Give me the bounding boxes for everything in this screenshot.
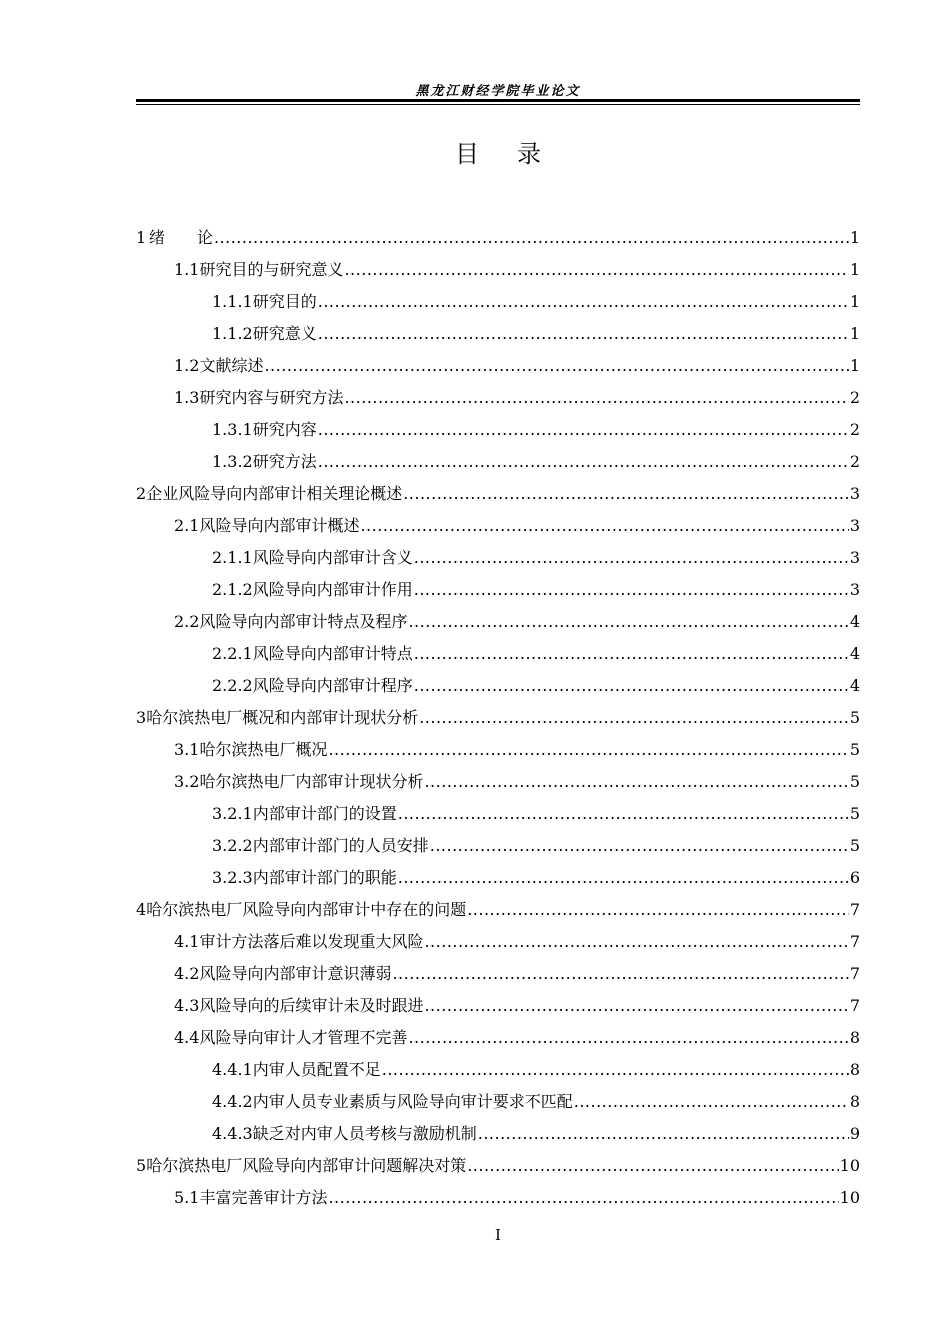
- toc-leader-dots: [398, 868, 849, 887]
- toc-leader-dots: [264, 356, 848, 375]
- toc-entry-number: 4.4: [174, 1028, 200, 1047]
- toc-entry[interactable]: [136, 513, 860, 545]
- toc-entry-label: 内审人员专业素质与风险导向审计要求不匹配: [252, 1092, 573, 1111]
- toc-entry-number: 1.1.2: [212, 324, 253, 343]
- toc-entry[interactable]: [136, 385, 860, 417]
- toc-entry[interactable]: [136, 1025, 860, 1057]
- header-title: 黑龙江财经学院毕业论文: [415, 84, 581, 99]
- toc-entry-number: 2.1: [174, 516, 200, 535]
- toc-leader-dots: [467, 1156, 838, 1175]
- toc-leader-dots: [318, 324, 849, 343]
- toc-entry-label: 研究方法: [252, 452, 317, 471]
- toc-entry-number: 1.3: [174, 388, 200, 407]
- toc-entry-page: 5: [849, 740, 860, 759]
- toc-entry[interactable]: [136, 705, 860, 737]
- toc-entry[interactable]: [136, 577, 860, 609]
- toc-entry-number: 1.1.1: [212, 292, 253, 311]
- toc-entry-page: 1: [849, 228, 860, 247]
- toc-entry-number: 3.2.3: [212, 868, 253, 887]
- toc-entry-page: 4: [849, 676, 860, 695]
- toc-entry-page: 3: [849, 580, 860, 599]
- toc-entry-page: 9: [849, 1124, 860, 1143]
- toc-entry[interactable]: [136, 449, 860, 481]
- toc-entry-label: 文献综述: [199, 356, 264, 375]
- toc-entry-number: 4.4.1: [212, 1060, 253, 1079]
- toc-entry-page: 10: [839, 1156, 860, 1175]
- toc-entry-label: 哈尔滨热电厂概况: [199, 740, 328, 759]
- toc-entry-label: 研究内容与研究方法: [199, 388, 344, 407]
- toc-entry-label: 内部审计部门的人员安排: [252, 836, 429, 855]
- toc-leader-dots: [414, 644, 849, 663]
- toc-entry-page: 3: [849, 548, 860, 567]
- toc-entry-number: 4.3: [174, 996, 200, 1015]
- toc-entry-label: 缺乏对内审人员考核与激励机制: [252, 1124, 477, 1143]
- toc-entry-page: 8: [849, 1028, 860, 1047]
- toc-entry[interactable]: [136, 865, 860, 897]
- toc-entry-page: 5: [849, 708, 860, 727]
- toc-entry-label: 哈尔滨热电厂风险导向内部审计中存在的问题: [146, 900, 467, 919]
- toc-entry-label: 风险导向内部审计特点及程序: [199, 612, 408, 631]
- toc-leader-dots: [424, 996, 848, 1015]
- toc-entry-number: 3: [136, 708, 147, 727]
- toc-entry-number: 4.2: [174, 964, 200, 983]
- toc-entry-page: 8: [849, 1092, 860, 1111]
- toc-entry[interactable]: [136, 1089, 860, 1121]
- toc-entry-page: 7: [849, 932, 860, 951]
- toc-leader-dots: [318, 452, 849, 471]
- toc-entry-number: 2: [136, 484, 147, 503]
- toc-entry-number: 1.3.1: [212, 420, 253, 439]
- toc-leader-dots: [414, 676, 849, 695]
- toc-entry-page: 8: [849, 1060, 860, 1079]
- toc-entry[interactable]: [136, 289, 860, 321]
- toc-entry[interactable]: [136, 545, 860, 577]
- toc-entry[interactable]: [136, 609, 860, 641]
- toc-entry-label: 风险导向内部审计特点: [252, 644, 413, 663]
- toc-leader-dots: [467, 900, 849, 919]
- toc-entry-page: 2: [849, 452, 860, 471]
- header-rule-thin: [136, 104, 860, 105]
- toc-entry-number: 1.2: [174, 356, 200, 375]
- toc-leader-dots: [424, 932, 848, 951]
- toc-entry-label: 风险导向内部审计程序: [252, 676, 413, 695]
- toc-entry-page: 3: [849, 516, 860, 535]
- toc-entry-label: 审计方法落后难以发现重大风险: [199, 932, 424, 951]
- toc-entry-number: 3.2.1: [212, 804, 253, 823]
- toc-entry-page: 4: [849, 644, 860, 663]
- toc-entry-label: 哈尔滨热电厂内部审计现状分析: [199, 772, 424, 791]
- toc-leader-dots: [408, 612, 848, 631]
- toc-entry-page: 7: [849, 996, 860, 1015]
- toc-leader-dots: [328, 1188, 838, 1207]
- toc-leader-dots: [478, 1124, 849, 1143]
- toc-leader-dots: [419, 708, 849, 727]
- toc-entry-label: 研究目的: [252, 292, 317, 311]
- toc-entry[interactable]: [136, 897, 860, 929]
- toc-entry-label: 哈尔滨热电厂概况和内部审计现状分析: [146, 708, 419, 727]
- toc-leader-dots: [318, 292, 849, 311]
- toc-entry-page: 3: [849, 484, 860, 503]
- toc-entry-number: 3.2.2: [212, 836, 253, 855]
- toc-leader-dots: [414, 580, 849, 599]
- toc-entry[interactable]: [136, 961, 860, 993]
- toc-entry-label: 绪 论: [148, 228, 213, 247]
- toc-leader-dots: [328, 740, 848, 759]
- toc-entry-number: 4.4.2: [212, 1092, 253, 1111]
- toc-title: 目录: [455, 140, 579, 168]
- toc-entry-page: 1: [849, 292, 860, 311]
- toc-leader-dots: [574, 1092, 849, 1111]
- toc-entry[interactable]: [136, 929, 860, 961]
- toc-entry-label: 风险导向内部审计意识薄弱: [199, 964, 392, 983]
- toc-entry[interactable]: [136, 1121, 860, 1153]
- toc-entry[interactable]: [136, 641, 860, 673]
- toc-entry-page: 1: [849, 356, 860, 375]
- toc-entry[interactable]: [136, 673, 860, 705]
- toc-entry-label: 风险导向审计人才管理不完善: [199, 1028, 408, 1047]
- toc-leader-dots: [403, 484, 849, 503]
- toc-entry[interactable]: [136, 833, 860, 865]
- toc-entry-page: 5: [849, 804, 860, 823]
- toc-entry-label: 研究内容: [252, 420, 317, 439]
- toc-entry-number: 1.3.2: [212, 452, 253, 471]
- toc-entry-number: 2.2.1: [212, 644, 253, 663]
- toc-leader-dots: [424, 772, 848, 791]
- toc-entry-number: 5.1: [174, 1188, 200, 1207]
- toc-entry[interactable]: [136, 417, 860, 449]
- toc-entry-page: 7: [849, 900, 860, 919]
- toc-entry-page: 5: [849, 772, 860, 791]
- toc-entry-page: 2: [849, 388, 860, 407]
- toc-leader-dots: [344, 388, 848, 407]
- toc-entry[interactable]: [136, 1153, 860, 1185]
- toc-entry-number: 4.4.3: [212, 1124, 253, 1143]
- toc-entry-label: 研究目的与研究意义: [199, 260, 344, 279]
- toc-entry-number: 3.1: [174, 740, 200, 759]
- toc-entry-label: 内部审计部门的设置: [252, 804, 397, 823]
- toc-entry[interactable]: [136, 321, 860, 353]
- toc-entry[interactable]: [136, 225, 860, 257]
- toc-entry-label: 研究意义: [252, 324, 317, 343]
- toc-entry-number: 2.2: [174, 612, 200, 631]
- toc-leader-dots: [398, 804, 849, 823]
- toc-entry-number: 1: [136, 228, 147, 247]
- toc-leader-dots: [382, 1060, 849, 1079]
- toc-entry-label: 企业风险导向内部审计相关理论概述: [146, 484, 403, 503]
- toc-entry-number: 4.1: [174, 932, 200, 951]
- toc-entry[interactable]: [136, 1185, 860, 1217]
- toc-leader-dots: [214, 228, 849, 247]
- toc-entry-number: 1.1: [174, 260, 200, 279]
- toc-leader-dots: [414, 548, 849, 567]
- toc-entry-number: 4: [136, 900, 147, 919]
- toc-entry-number: 3.2: [174, 772, 200, 791]
- toc-entry-page: 1: [849, 260, 860, 279]
- toc-entry-label: 丰富完善审计方法: [199, 1188, 328, 1207]
- toc-leader-dots: [344, 260, 848, 279]
- toc-entry-label: 内审人员配置不足: [252, 1060, 381, 1079]
- toc-entry[interactable]: [136, 481, 860, 513]
- toc-leader-dots: [360, 516, 848, 535]
- toc-entry-page: 2: [849, 420, 860, 439]
- toc-entry[interactable]: [136, 257, 860, 289]
- toc-leader-dots: [430, 836, 849, 855]
- toc-leader-dots: [408, 1028, 848, 1047]
- toc-entry-page: 10: [839, 1188, 860, 1207]
- toc-entry-number: 5: [136, 1156, 147, 1175]
- toc-entry[interactable]: [136, 1057, 860, 1089]
- toc-entry-number: 2.1.2: [212, 580, 253, 599]
- toc-entry[interactable]: [136, 801, 860, 833]
- toc-entry[interactable]: [136, 769, 860, 801]
- toc-entry-page: 7: [849, 964, 860, 983]
- toc-entry-page: 1: [849, 324, 860, 343]
- toc-entry-label: 风险导向内部审计作用: [252, 580, 413, 599]
- toc-entry-page: 6: [849, 868, 860, 887]
- toc-entry-page: 5: [849, 836, 860, 855]
- toc-entry-label: 风险导向内部审计概述: [199, 516, 360, 535]
- toc-entry-number: 2.1.1: [212, 548, 253, 567]
- toc-entry[interactable]: [136, 993, 860, 1025]
- toc-entry[interactable]: [136, 353, 860, 385]
- header-rule-thick: [136, 99, 860, 102]
- toc-leader-dots: [392, 964, 848, 983]
- toc-leader-dots: [318, 420, 849, 439]
- toc-entry[interactable]: [136, 737, 860, 769]
- toc-entry-number: 2.2.2: [212, 676, 253, 695]
- footer-page-number: I: [495, 1226, 501, 1244]
- toc-entry-page: 4: [849, 612, 860, 631]
- toc-entry-label: 哈尔滨热电厂风险导向内部审计问题解决对策: [146, 1156, 467, 1175]
- toc-entry-label: 内部审计部门的职能: [252, 868, 397, 887]
- table-of-contents: [136, 225, 860, 1217]
- toc-entry-label: 风险导向内部审计含义: [252, 548, 413, 567]
- toc-entry-label: 风险导向的后续审计未及时跟进: [199, 996, 424, 1015]
